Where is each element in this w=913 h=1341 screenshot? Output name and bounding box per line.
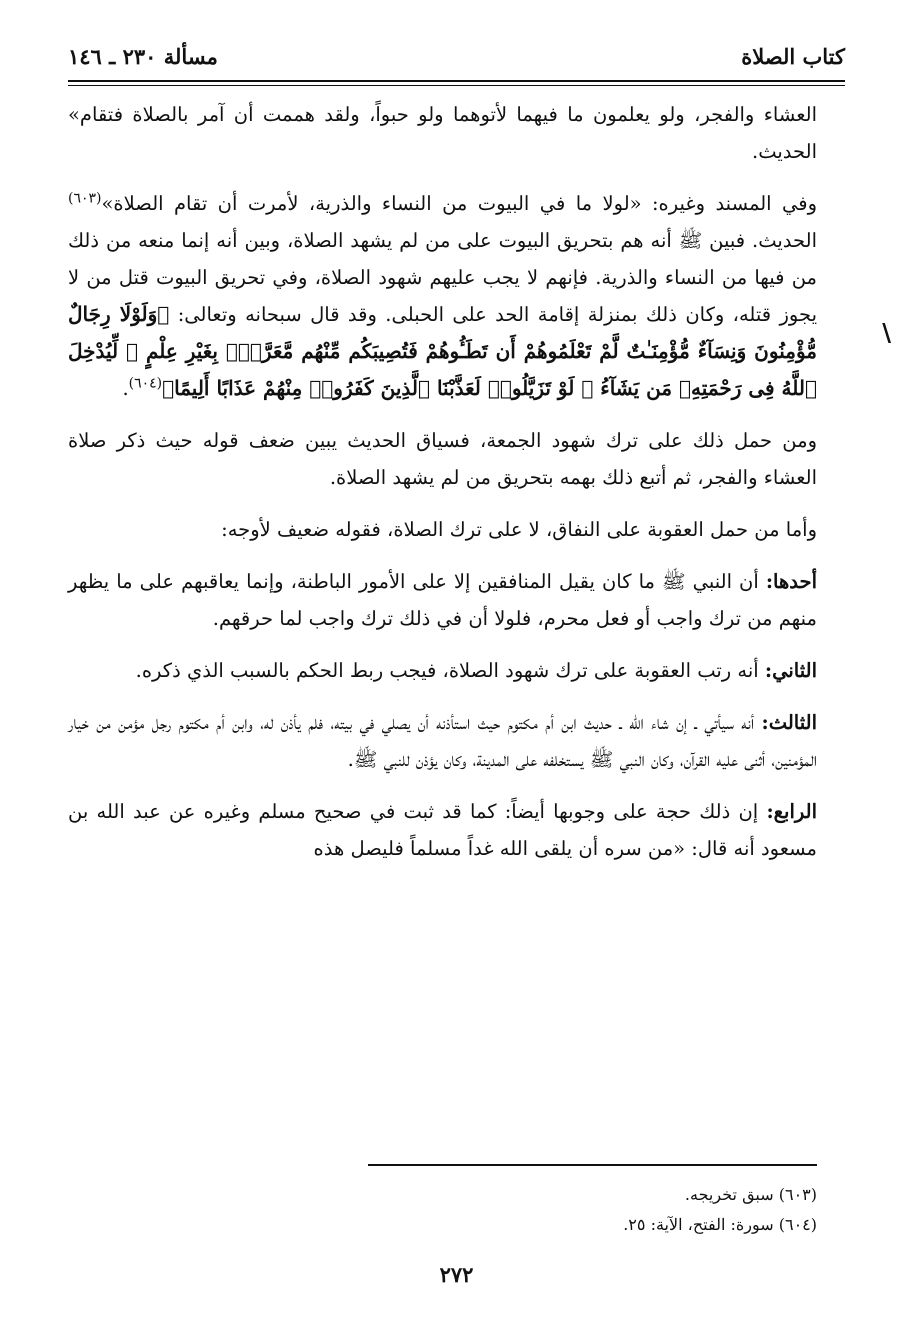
footnote-603: (٦٠٣) سبق تخريجه. xyxy=(684,1185,817,1204)
paragraph-2-text-c: . xyxy=(122,377,129,400)
page-number: ٢٧٢ xyxy=(439,1262,474,1287)
paragraph-6 xyxy=(68,652,817,689)
footnote-rule xyxy=(368,1164,817,1166)
footnote-604: (٦٠٤) سورة: الفتح، الآية: ٢٥. xyxy=(623,1215,817,1234)
footnotes xyxy=(68,1180,817,1240)
point-label-second: الثاني: xyxy=(764,659,817,682)
header-rule-thin xyxy=(68,85,845,86)
footnote-ref-604: (٦٠٤) xyxy=(128,375,163,392)
margin-mark: \ xyxy=(882,318,891,347)
point-label-first: أحدها: xyxy=(765,570,817,593)
paragraph-2-text-a: وفي المسند وغيره: «لولا ما في البيوت من النساء والذرية، لأمرت أن تقام الصلاة» xyxy=(101,192,817,215)
paragraph-8-text: إن ذلك حجة على وجوبها أيضاً: كما قد ثبت في صحيح مسلم وغيره عن عبد الله بن مسعود أنه قال: «من سره أن يلقى الله غداً مسلماً فليصل هذه xyxy=(68,800,817,860)
main-text xyxy=(68,96,817,882)
paragraph-2-text-b: الحديث. فبين ﷺ أنه هم بتحريق البيوت على من لم يشهد الصلاة، وبين أنه إنما منعه من ذلك من فيها من النساء والذرية. فإنهم لا يجب عليهم شهود الصلاة، وفي تحريق البيوت قتل من لا يجوز قتله، وكان ذلك بمنزلة إقامة الحد على الحبلى. وقد قال سبحانه وتعالى: xyxy=(68,229,817,326)
paragraph-6-text: أنه رتب العقوبة على ترك شهود الصلاة، فيجب ربط الحكم بالسبب الذي ذكره. xyxy=(135,659,765,682)
paragraph-5 xyxy=(68,563,817,637)
paragraph-5-text: أن النبي ﷺ ما كان يقيل المنافقين إلا على الأمور الباطنة، وإنما يعاقبهم على ما يظهر منهم من ترك واجب أو فعل محرم، فلولا أن في ذلك ترك واجب لما حرقهم. xyxy=(68,570,817,630)
paragraph-7 xyxy=(68,704,817,778)
paragraph-7-text: أنه سيأتي ـ إن شاء الله ـ حديث ابن أم مكتوم حيث استأذنه أن يصلي في بيته، فلم يأذن له، وابن أم مكتوم رجل مؤمن من خيار المؤمنين، أثنى عليه القرآن، وكان النبي ﷺ يستخلفه على المدينة، وكان يؤذن للنبي ﷺ. xyxy=(68,711,817,771)
point-label-third: الثالث: xyxy=(761,711,817,734)
footnote-ref-603: (٦٠٣) xyxy=(68,190,102,207)
point-label-fourth: الرابع: xyxy=(766,800,817,823)
quran-verse: ﴿وَلَوْلَا رِجَالٌ مُّؤْمِنُونَ وَنِسَآءٌ مُّؤْمِنَـٰتٌ لَّمْ تَعْلَمُوهُمْ أَن تَطَـُٔوهُمْ فَتُصِيبَكُم مِّنْهُم مَّعَرَّةٌۢ بِغَيْرِ عِلْمٍ ۖ لِّيُدْخِلَ ٱللَّهُ فِى رَحْمَتِهِۦ مَن يَشَآءُ ۚ لَوْ تَزَيَّلُوا۟ لَعَذَّبْنَا ٱلَّذِينَ كَفَرُوا۟ مِنْهُمْ عَذَابًا أَلِيمًا﴾ xyxy=(68,302,817,400)
paragraph-1: العشاء والفجر، ولو يعلمون ما فيهما لأتوهما ولو حبواً، ولقد هممت أن آمر بالصلاة فتقام» الحديث. xyxy=(68,103,817,163)
issue-number: مسألة ٢٣٠ ـ ١٤٦ xyxy=(68,44,218,69)
paragraph-8 xyxy=(68,793,817,867)
running-header xyxy=(68,40,845,74)
paragraph-2 xyxy=(68,185,817,407)
paragraph-4: وأما من حمل العقوبة على النفاق، لا على ترك الصلاة، فقوله ضعيف لأوجه: xyxy=(221,518,817,541)
header-rule-thick xyxy=(68,80,845,82)
paragraph-3: ومن حمل ذلك على ترك شهود الجمعة، فسياق الحديث يبين ضعف قوله حيث ذكر صلاة العشاء والفجر، ثم أتبع ذلك بهمه بتحريق من لم يشهد الصلاة. xyxy=(68,429,817,489)
chapter-title: كتاب الصلاة xyxy=(741,44,845,69)
